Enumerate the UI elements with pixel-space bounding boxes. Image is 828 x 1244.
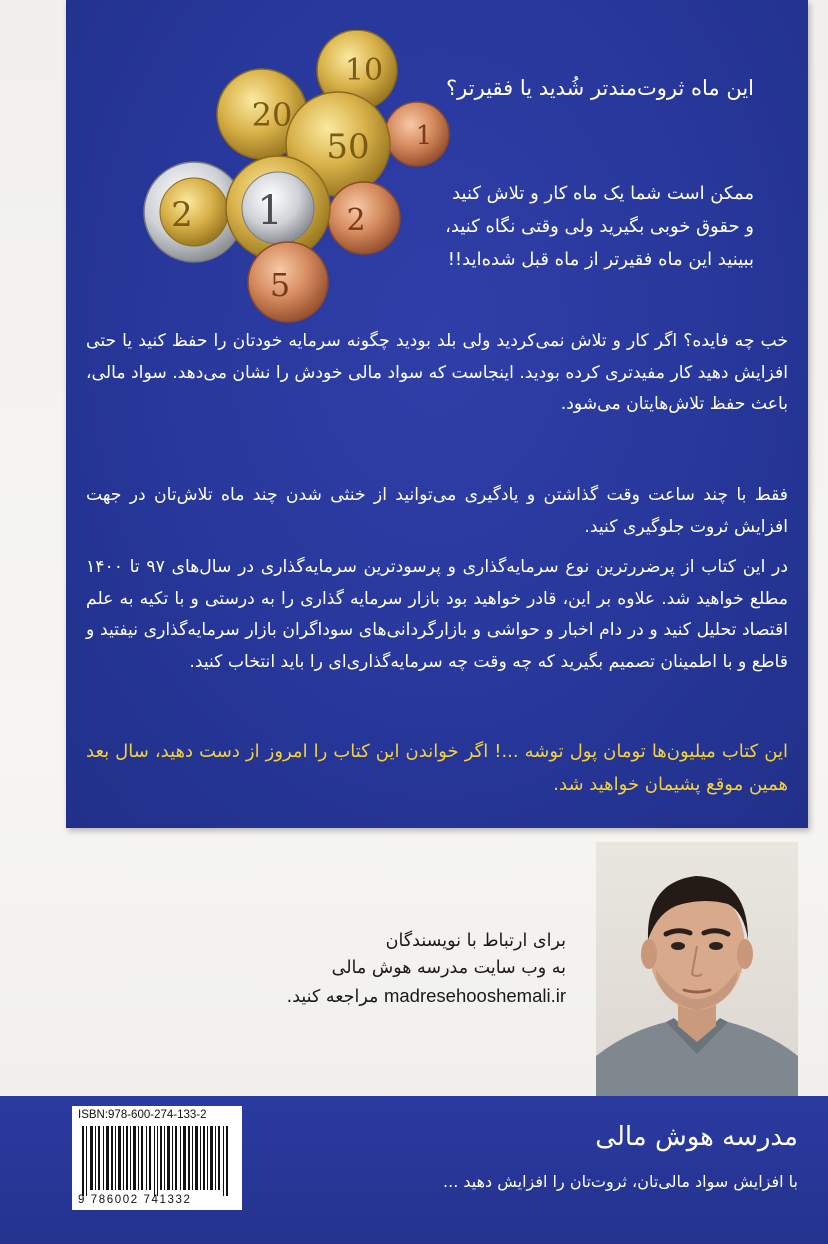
paragraph-few-hours: فقط با چند ساعت وقت گذاشتن و یادگیری می‌توانید از خنثی شدن چند ماه تلاش‌تان در جهت افزایش ثروت جلوگیری کنید. bbox=[86, 485, 788, 537]
barcode-bars bbox=[82, 1126, 228, 1196]
intro-line: ببینید این ماه فقیرتر از ماه قبل شده‌اید!! bbox=[447, 248, 754, 270]
paragraph-financial-literacy: خب چه فایده؟ اگر کار و تلاش نمی‌کردید ولی بلد بودید چگونه سرمایه خودتان را حفظ کنید یا حتی افزایش دهید کار مفیدتری کرده بودید. اینجاست که سواد مالی خودش را نشان می‌دهد. سواد مالی، باعث حفظ تلاش‌هایتان می‌شود. bbox=[86, 331, 788, 415]
paragraph-book-content: در این کتاب از پرضررترین نوع سرمایه‌گذاری و پرسودترین سرمایه‌گذاری در سال‌های ۹۷ تا ۱۴۰۰ مطلع خواهید شد. علاوه بر این، قادر خواهید بود بازار سرمایه گذاری را به درستی و با تکیه به علم اقتصاد تحلیل کنید و در دام اخبار و حواشی و بازارگردانی‌های سوداگران بازار سرمایه‌گذاری نیفتید و قاطع و با اطمینان تصمیم بگیرید که چه وقت چه سرمایه‌گذاری‌ای را باید انتخاب کنید. bbox=[86, 557, 788, 672]
author-photo bbox=[596, 842, 798, 1096]
contact-info bbox=[146, 928, 566, 1011]
contact-suffix: مراجعه کنید. bbox=[286, 987, 379, 1008]
svg-text:1: 1 bbox=[257, 188, 283, 234]
contact-line: به وب سایت مدرسه هوش مالی bbox=[331, 958, 566, 979]
svg-text:1: 1 bbox=[415, 121, 433, 151]
website-link[interactable]: madresehooshemali.ir bbox=[383, 985, 566, 1007]
highlight-text: این کتاب میلیون‌ها تومان پول توشه ...! اگر خواندن این کتاب را امروز از دست دهید، سال بعد همین موقع پشیمان خواهید شد. bbox=[86, 741, 788, 796]
intro-text bbox=[334, 178, 754, 276]
svg-text:20: 20 bbox=[251, 96, 293, 134]
barcode-box bbox=[72, 1106, 242, 1210]
description-panel bbox=[66, 0, 808, 828]
svg-text:2: 2 bbox=[346, 203, 366, 238]
intro-line: ممکن است شما یک ماه کار و تلاش کنید bbox=[452, 183, 754, 204]
contact-line bbox=[146, 982, 566, 1011]
headline: این ماه ثروت‌مندتر شُدید یا فقیرتر؟ bbox=[446, 76, 754, 100]
tagline: با افزایش سواد مالی‌تان، ثروت‌تان را افزایش دهید ... bbox=[443, 1172, 798, 1191]
coin-5-cent bbox=[248, 242, 328, 322]
author-portrait bbox=[596, 842, 798, 1096]
intro-line: و حقوق خوبی بگیرید ولی وقتی نگاه کنید، bbox=[445, 215, 754, 237]
svg-text:10: 10 bbox=[344, 53, 384, 88]
contact-line: برای ارتباط با نویسندگان bbox=[385, 931, 566, 951]
svg-text:2: 2 bbox=[171, 195, 193, 235]
barcode-number: 9 786002 741332 bbox=[78, 1194, 192, 1206]
school-name: مدرسه هوش مالی bbox=[595, 1122, 798, 1152]
coin-1-cent bbox=[385, 102, 449, 166]
svg-text:5: 5 bbox=[269, 266, 291, 304]
svg-text:50: 50 bbox=[326, 127, 370, 167]
isbn-text: ISBN:978-600-274-133-2 bbox=[78, 1109, 207, 1121]
